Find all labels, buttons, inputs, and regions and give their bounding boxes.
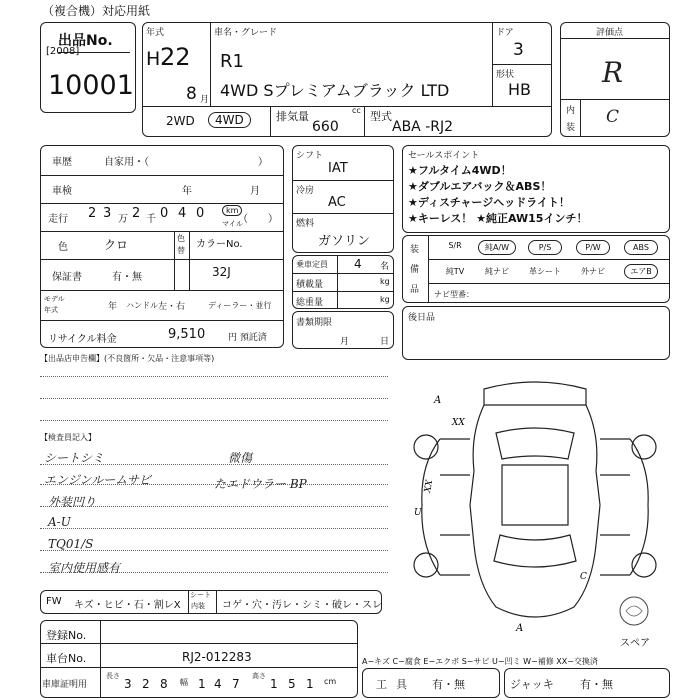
inspection-label: 車検 — [52, 186, 72, 197]
displacement-value: 660 — [312, 119, 339, 135]
doors-value: 3 — [513, 40, 524, 60]
docs-month: 月 — [340, 337, 350, 347]
model-year-label-1: モデル — [44, 295, 65, 303]
size-width-digit: 4 — [214, 677, 222, 691]
fw-items: キズ・ヒビ・石・割レX — [74, 600, 181, 611]
chassis-value: RJ2-012283 — [182, 650, 252, 664]
shift-label: シフト — [296, 151, 324, 161]
year-era: H — [146, 48, 161, 70]
equipment-item: 純TV — [445, 267, 465, 276]
year-label: 年式 — [146, 28, 165, 38]
mileage-man: 万 — [118, 214, 128, 225]
size-unit: cm — [324, 677, 337, 686]
spare-label: スペア — [620, 638, 650, 649]
size-width-digit: 1 — [198, 677, 206, 691]
mileage-digit-2: 3 — [103, 206, 112, 221]
car-damage-diagram — [400, 375, 670, 635]
fuel-value: ガソリン — [318, 234, 371, 249]
equipment-label-3: 品 — [410, 285, 420, 295]
sales-point: ★ダブルエアバック＆ABS！ — [408, 180, 552, 193]
inspector-note: TQ01/S — [48, 537, 94, 551]
type-code-value: ABA -RJ2 — [392, 119, 454, 135]
shift-value: IAT — [328, 161, 348, 176]
interior-value: C — [606, 107, 620, 127]
equipment-item: S/R — [448, 241, 462, 250]
month-value: 8 — [186, 84, 197, 104]
diagram-mark-front: A — [434, 395, 442, 406]
size-width-digit: 7 — [232, 677, 240, 691]
tools-options: 有・無 — [432, 678, 465, 691]
warranty-label: 保証書 — [52, 272, 82, 283]
docs-day: 日 — [380, 337, 390, 347]
mileage-paren-close: ） — [268, 214, 278, 225]
recycle-value: 9,510 — [168, 327, 206, 342]
recycle-unit: 円 預託済 — [228, 333, 267, 343]
size-length-label: 長さ — [106, 672, 120, 680]
fw-label: FW — [46, 596, 62, 607]
size-length-digit: 2 — [142, 677, 150, 691]
size-height-label: 高さ — [252, 672, 266, 680]
inspector-note: シートシミ — [44, 451, 105, 465]
model-label: 車名・グレード — [214, 28, 278, 38]
load-label: 積載量 — [296, 280, 324, 290]
size-height-digit: 5 — [288, 677, 296, 691]
equipment-item-circled: P/S — [528, 240, 562, 255]
equipment-item-circled: 純A/W — [478, 240, 516, 255]
load-unit: kg — [380, 277, 390, 286]
displacement-label: 排気量 — [276, 110, 309, 123]
handle-label: ハンドル — [126, 301, 158, 310]
mileage-sen: 千 — [146, 214, 156, 225]
capacity-label: 乗車定員 — [296, 260, 328, 269]
mileage-digit-5: 4 — [178, 206, 187, 221]
aircon-label: 冷房 — [296, 186, 315, 196]
drive-2wd: 2WD — [166, 114, 195, 128]
equipment-item: 革シート — [529, 267, 561, 276]
size-height-digit: 1 — [306, 677, 314, 691]
inspector-label: 【検査員記入】 — [40, 433, 96, 442]
after-install-label: 後日品 — [408, 313, 436, 323]
seat-items: コゲ・穴・汚レ・シミ・破レ・スレ — [222, 600, 382, 611]
displacement-unit: cc — [352, 106, 361, 115]
equipment-item-circled: ABS — [624, 240, 658, 255]
equipment-label-1: 装 — [410, 245, 420, 255]
car-right-side — [600, 439, 648, 575]
history-close: ） — [258, 157, 268, 168]
docs-label: 書類期限 — [296, 318, 333, 328]
rating-value: R — [602, 56, 624, 89]
car-outline-front — [484, 382, 586, 405]
interior-label-1: 内 — [566, 106, 576, 116]
store-notes-label: 【出品店申告欄】(不良箇所・欠品・注意事項等) — [40, 354, 215, 363]
equipment-label-2: 備 — [410, 265, 420, 275]
model-name: R1 — [220, 51, 244, 72]
color-value: クロ — [104, 238, 129, 252]
shape-value: HB — [508, 80, 532, 99]
car-roof — [502, 465, 568, 525]
equipment-item-circled: P/W — [576, 240, 610, 255]
color-change-2: 替 — [177, 246, 185, 255]
size-width-label: 幅 — [180, 678, 188, 687]
weight-label: 総重量 — [296, 298, 324, 308]
weight-unit: kg — [380, 295, 390, 304]
diagram-mark-corner: C — [580, 572, 587, 582]
size-label: 車庫証明用 — [42, 680, 88, 690]
inspector-note: 外装凹り — [48, 495, 97, 509]
inspector-note: 微傷 — [228, 451, 253, 465]
model-year-unit: 年 — [108, 302, 118, 312]
shape-label: 形状 — [496, 70, 515, 80]
model-grade: 4WD Sプレミアムブラック LTD — [220, 81, 450, 100]
chassis-label: 車台No. — [46, 652, 87, 665]
size-height-digit: 1 — [270, 677, 278, 691]
mileage-digit-1: 2 — [88, 206, 97, 221]
tools-label-2: 具 — [396, 678, 407, 691]
rating-label: 評価点 — [596, 28, 624, 38]
mileage-label: 走行 — [48, 214, 68, 225]
sales-label: セールスポイント — [408, 151, 480, 161]
type-code-label: 型式 — [370, 110, 392, 123]
handle-value: 左・右 — [158, 302, 186, 312]
sales-point: ★フルタイム4WD！ — [408, 164, 512, 177]
damage-legend: A−キズ C−腐食 E−エクボ S−サビ U−凹ミ W−補修 XX−交換済 — [362, 657, 598, 666]
history-label: 車歴 — [52, 157, 72, 168]
inspector-note: A-U — [48, 515, 71, 529]
month-unit: 月 — [200, 95, 210, 105]
model-year-label-2: 年式 — [44, 306, 58, 314]
form-title: （複合機）対応用紙 — [42, 4, 151, 18]
car-left-side — [422, 439, 470, 575]
seat-label-1: シート — [190, 591, 211, 599]
inspector-note: エンジンルームサビ — [44, 473, 151, 487]
inspection-month-unit: 月 — [250, 186, 260, 197]
diagram-mark-rear: A — [516, 623, 524, 634]
registration-label: 登録No. — [46, 629, 87, 642]
car-body — [470, 405, 600, 617]
car-windshield — [496, 428, 574, 459]
drive-4wd: 4WD — [208, 112, 251, 128]
mileage-digit-4: 0 — [160, 206, 169, 221]
diagram-mark-side-lower: U — [414, 508, 422, 518]
size-length-digit: 3 — [124, 677, 132, 691]
seat-label-2: 内装 — [191, 602, 205, 610]
sales-point: ★キーレス！ ★純正AW15インチ！ — [408, 212, 588, 225]
aircon-value: AC — [328, 195, 346, 210]
after-install-box — [402, 306, 670, 360]
inspection-year-unit: 年 — [182, 186, 192, 197]
history-value: 自家用・（ — [104, 157, 149, 168]
jack-label: ジャッキ — [510, 678, 554, 691]
inspector-note: たエドウラー BP — [214, 477, 307, 491]
capacity-unit: 名 — [380, 262, 390, 272]
warranty-options: 有・無 — [112, 272, 142, 283]
capacity-value: 4 — [354, 257, 362, 271]
mileage-paren-open: （ — [238, 214, 248, 225]
mileage-km: km — [222, 205, 242, 216]
mileage-digit-6: 0 — [196, 206, 205, 221]
color-change-1: 色 — [177, 234, 185, 243]
car-rear-window — [494, 535, 576, 567]
dealer-label: ディーラー・並行 — [208, 301, 272, 310]
mileage-mile: マイル — [222, 220, 243, 228]
equipment-item: 外ナビ — [581, 267, 605, 276]
inspector-note: 室内使用感有 — [48, 561, 121, 575]
lot-label: 出品No. — [58, 33, 113, 49]
interior-label-2: 装 — [566, 123, 576, 133]
diagram-mark-side-upper: XX — [423, 479, 436, 494]
sales-point: ★ディスチャージヘッドライト！ — [408, 196, 570, 209]
diagram-mark-front-xx: XX — [452, 418, 465, 428]
equipment-item: 純ナビ — [485, 267, 509, 276]
lot-year-note: [2008] — [46, 46, 80, 57]
year-value: 22 — [160, 43, 191, 71]
color-code-label: カラーNo. — [196, 239, 243, 250]
tools-label-1: 工 — [376, 678, 387, 691]
color-label: 色 — [58, 242, 68, 253]
doors-label: ドア — [496, 28, 514, 38]
mileage-digit-3: 2 — [132, 206, 141, 221]
navi-model-label: ナビ型番： — [434, 290, 474, 299]
fuel-label: 燃料 — [296, 219, 315, 229]
lot-number: 10001 — [48, 70, 134, 101]
equipment-item-circled: エアB — [624, 264, 658, 279]
jack-options: 有・無 — [580, 678, 613, 691]
recycle-label: リサイクル料金 — [48, 334, 117, 345]
color-code: 32J — [212, 265, 231, 279]
size-length-digit: 8 — [160, 677, 168, 691]
